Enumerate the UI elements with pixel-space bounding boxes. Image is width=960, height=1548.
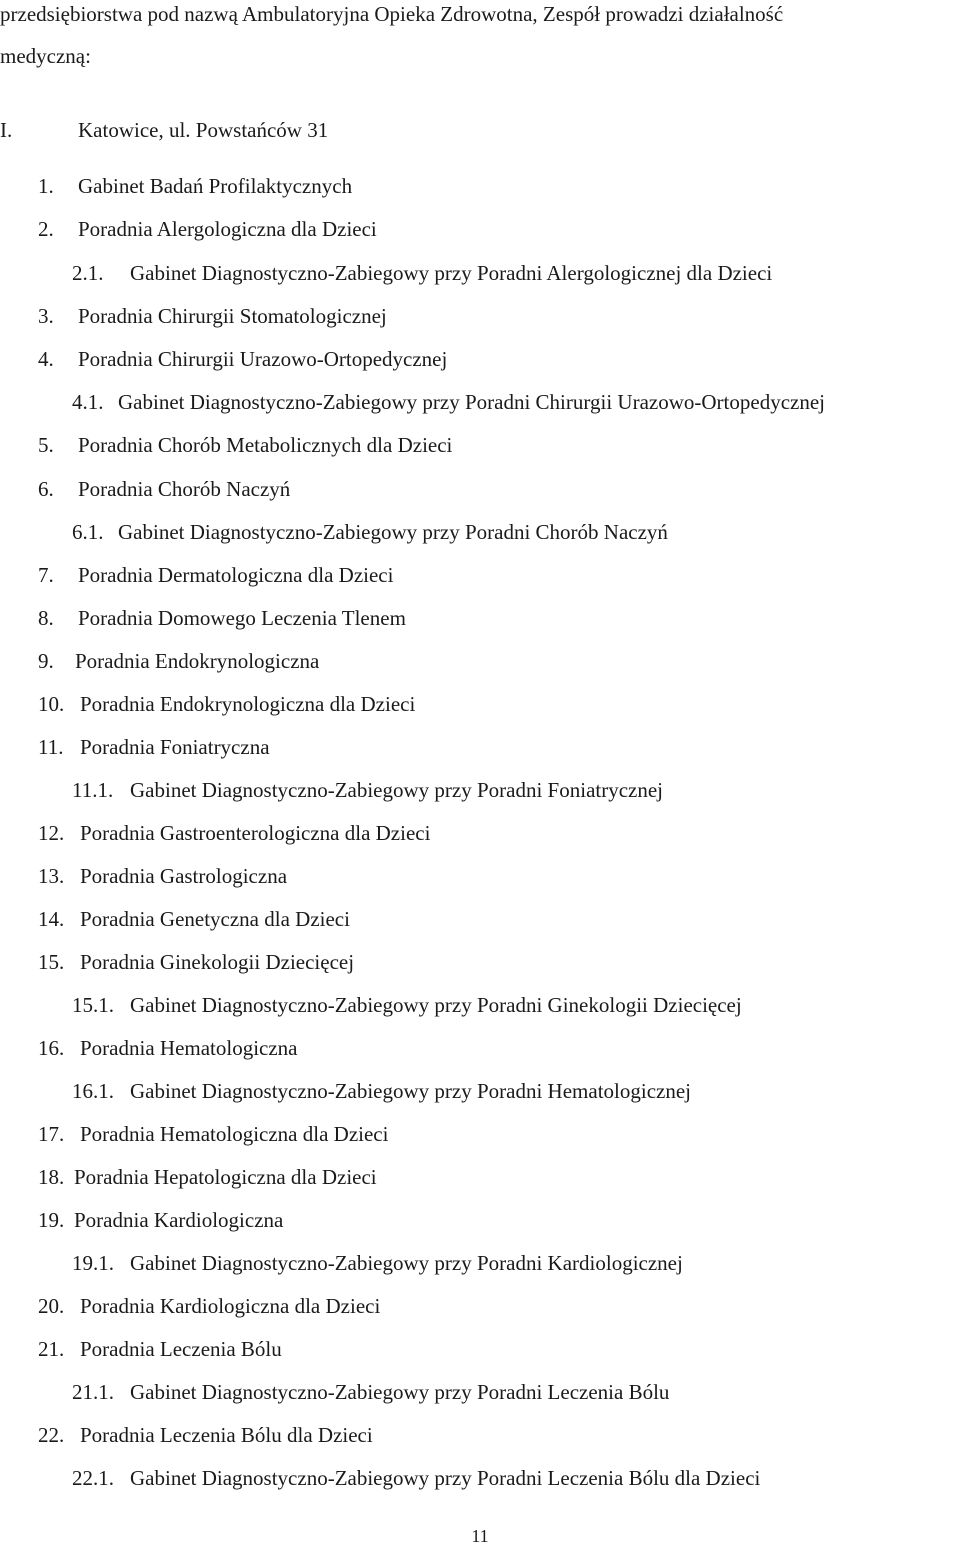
list-item-number: 7. — [38, 563, 54, 587]
list-item — [38, 1163, 377, 1191]
list-item — [72, 1077, 691, 1105]
list-item — [38, 905, 350, 933]
list-item-label: Poradnia Leczenia Bólu dla Dzieci — [80, 1423, 373, 1447]
list-item-label: Gabinet Diagnostyczno-Zabiegowy przy Poradni Leczenia Bólu — [130, 1380, 670, 1404]
list-item-number: 14. — [38, 907, 65, 931]
list-item — [38, 733, 270, 761]
list-item-label: Gabinet Badań Profilaktycznych — [78, 174, 353, 198]
list-item — [38, 1034, 298, 1062]
section-heading — [0, 116, 328, 144]
list-item-label: Poradnia Chorób Naczyń — [78, 477, 291, 501]
list-item — [38, 345, 447, 373]
list-item-number: 12. — [38, 821, 65, 845]
list-item — [38, 172, 352, 200]
list-item-label: Gabinet Diagnostyczno-Zabiegowy przy Poradni Chirurgii Urazowo-Ortopedycznej — [118, 390, 825, 414]
list-item-number: 10. — [38, 692, 65, 716]
list-item-label: Poradnia Kardiologiczna dla Dzieci — [80, 1294, 381, 1318]
list-item-number: 19. — [38, 1208, 65, 1232]
list-item — [72, 1378, 669, 1406]
list-item — [38, 647, 319, 675]
list-item-number: 15.1. — [72, 993, 114, 1017]
list-item-number: 22. — [38, 1423, 65, 1447]
list-item-label: Poradnia Chirurgii Urazowo-Ortopedycznej — [78, 347, 448, 371]
list-item-label: Poradnia Ginekologii Dziecięcej — [80, 950, 355, 974]
section-title: Katowice, ul. Powstańców 31 — [78, 118, 329, 142]
list-item-number: 8. — [38, 606, 54, 630]
list-item — [72, 388, 825, 416]
list-item — [38, 1421, 373, 1449]
intro-line-2: medyczną: — [0, 44, 91, 68]
list-item-label: Poradnia Endokrynologiczna dla Dzieci — [80, 692, 416, 716]
list-item — [72, 776, 663, 804]
list-item-label: Poradnia Gastroenterologiczna dla Dzieci — [80, 821, 431, 845]
list-item-number: 15. — [38, 950, 65, 974]
list-item — [38, 475, 290, 503]
list-item-number: 20. — [38, 1294, 65, 1318]
list-item-label: Gabinet Diagnostyczno-Zabiegowy przy Poradni Kardiologicznej — [130, 1251, 683, 1275]
list-item — [38, 1120, 388, 1148]
list-item-label: Poradnia Foniatryczna — [80, 735, 270, 759]
section-numeral: I. — [0, 118, 13, 142]
list-item-label: Poradnia Leczenia Bólu — [80, 1337, 282, 1361]
list-item-number: 19.1. — [72, 1251, 114, 1275]
list-item-number: 1. — [38, 174, 54, 198]
list-item — [38, 561, 393, 589]
list-item-number: 16. — [38, 1036, 65, 1060]
list-item-label: Gabinet Diagnostyczno-Zabiegowy przy Poradni Foniatrycznej — [130, 778, 664, 802]
list-item-number: 5. — [38, 433, 54, 457]
list-item-label: Poradnia Gastrologiczna — [80, 864, 288, 888]
list-item — [38, 1206, 283, 1234]
list-item-number: 9. — [38, 649, 54, 673]
list-item-number: 2. — [38, 217, 54, 241]
list-item — [38, 819, 430, 847]
list-item-number: 11.1. — [72, 778, 114, 802]
list-item-label: Gabinet Diagnostyczno-Zabiegowy przy Poradni Chorób Naczyń — [118, 520, 668, 544]
list-item-label: Gabinet Diagnostyczno-Zabiegowy przy Poradni Alergologicznej dla Dzieci — [130, 261, 773, 285]
list-item-label: Gabinet Diagnostyczno-Zabiegowy przy Poradni Hematologicznej — [130, 1079, 691, 1103]
list-item-label: Poradnia Endokrynologiczna — [75, 649, 320, 673]
intro-line-1: przedsiębiorstwa pod nazwą Ambulatoryjna Opieka Zdrowotna, Zespół prowadzi działalność — [0, 2, 784, 26]
list-item-number: 11. — [38, 735, 64, 759]
list-item — [72, 259, 772, 287]
page-number: 11 — [471, 1526, 489, 1546]
list-item-number: 21. — [38, 1337, 65, 1361]
list-item — [38, 431, 452, 459]
list-item-number: 6. — [38, 477, 54, 501]
list-item — [38, 690, 415, 718]
list-item-number: 21.1. — [72, 1380, 114, 1404]
list-item-label: Gabinet Diagnostyczno-Zabiegowy przy Poradni Leczenia Bólu dla Dzieci — [130, 1466, 761, 1490]
list-item — [72, 518, 668, 546]
list-item-label: Poradnia Chirurgii Stomatologicznej — [78, 304, 387, 328]
list-item — [38, 1335, 282, 1363]
list-item-number: 4. — [38, 347, 54, 371]
list-item — [72, 1464, 760, 1492]
list-item-number: 16.1. — [72, 1079, 114, 1103]
list-item-number: 13. — [38, 864, 65, 888]
list-item — [38, 302, 387, 330]
list-item — [38, 1292, 380, 1320]
list-item-number: 3. — [38, 304, 54, 328]
list-item-number: 6.1. — [72, 520, 104, 544]
list-item — [72, 991, 742, 1019]
list-item-number: 2.1. — [72, 261, 104, 285]
list-item-number: 17. — [38, 1122, 65, 1146]
list-item-label: Poradnia Kardiologiczna — [74, 1208, 284, 1232]
list-item-label: Gabinet Diagnostyczno-Zabiegowy przy Poradni Ginekologii Dziecięcej — [130, 993, 742, 1017]
list-item-number: 22.1. — [72, 1466, 114, 1490]
list-item-label: Poradnia Hematologiczna dla Dzieci — [80, 1122, 389, 1146]
list-item-number: 18. — [38, 1165, 65, 1189]
list-item-label: Poradnia Hepatologiczna dla Dzieci — [74, 1165, 377, 1189]
list-item — [38, 215, 377, 243]
list-item-label: Poradnia Chorób Metabolicznych dla Dzieci — [78, 433, 453, 457]
list-item — [72, 1249, 683, 1277]
list-item-label: Poradnia Alergologiczna dla Dzieci — [78, 217, 377, 241]
list-item-label: Poradnia Dermatologiczna dla Dzieci — [78, 563, 394, 587]
list-item-label: Poradnia Hematologiczna — [80, 1036, 298, 1060]
list-item-label: Poradnia Domowego Leczenia Tlenem — [78, 606, 406, 630]
list-item — [38, 604, 406, 632]
list-item — [38, 862, 287, 890]
list-item-label: Poradnia Genetyczna dla Dzieci — [80, 907, 350, 931]
list-item-number: 4.1. — [72, 390, 104, 414]
list-item — [38, 948, 354, 976]
